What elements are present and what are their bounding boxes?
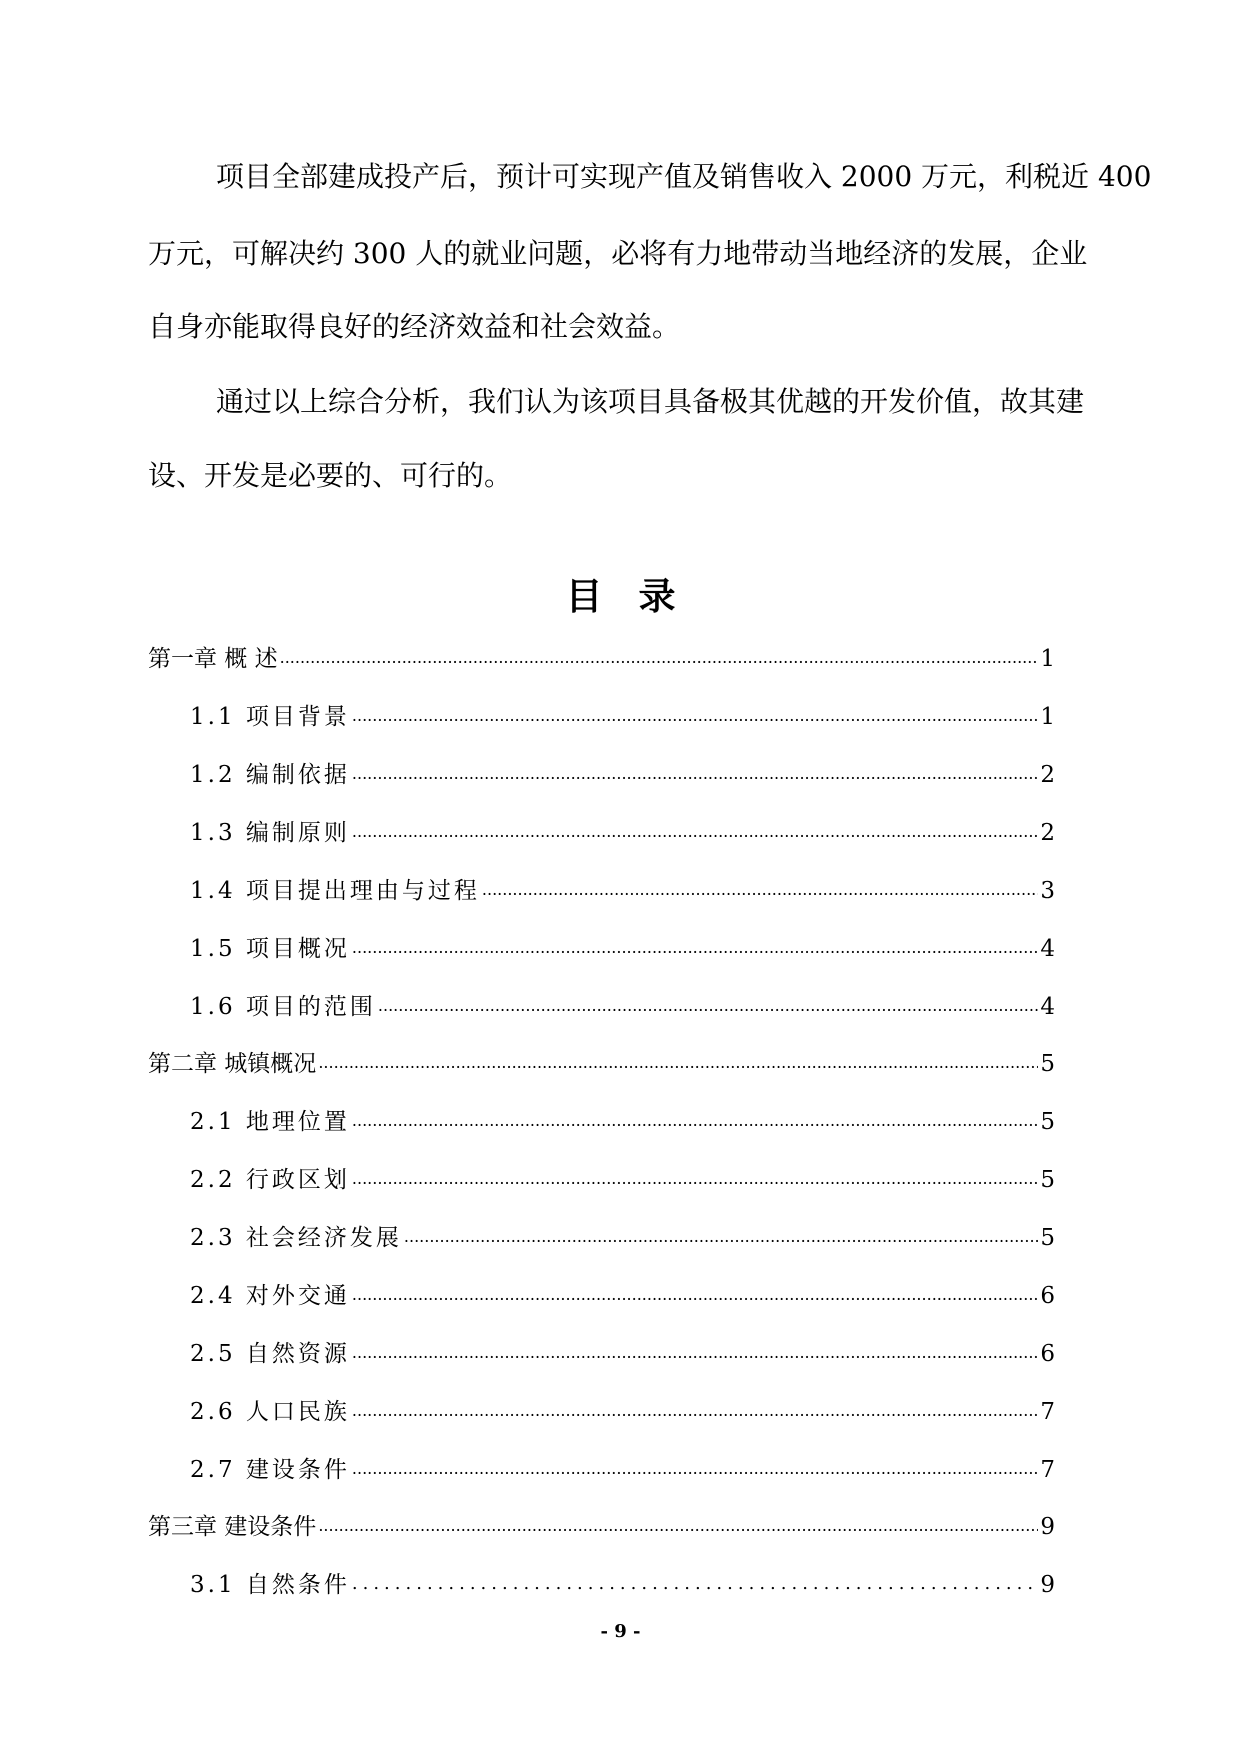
toc-entry-page: 2	[1040, 820, 1055, 846]
leader-dots	[482, 875, 1038, 905]
toc-entry-page: 1	[1040, 704, 1055, 730]
leader-dots	[352, 1454, 1038, 1484]
toc-entry-page: 7	[1040, 1399, 1055, 1425]
toc-entry-chapter-1[interactable]	[148, 644, 1055, 676]
toc-entry-page: 3	[1040, 878, 1055, 904]
leader-dots	[352, 1569, 1038, 1599]
toc-entry-page: 5	[1040, 1225, 1055, 1251]
leader-dots	[352, 1338, 1038, 1368]
toc-entry-1-6[interactable]	[190, 992, 1055, 1024]
toc-title: 目录	[565, 574, 712, 618]
paragraph-line: 自身亦能取得良好的经济效益和社会效益。	[148, 310, 681, 343]
toc-entry-label: 1.5 项目概况	[190, 936, 350, 962]
toc-entry-label: 第二章 城镇概况	[148, 1051, 317, 1077]
leader-dots	[404, 1222, 1038, 1252]
paragraph-line: 设、开发是必要的、可行的。	[148, 459, 513, 492]
toc-entry-chapter-2[interactable]	[148, 1049, 1055, 1081]
toc-entry-label: 3.1 自然条件	[190, 1572, 350, 1598]
toc-entry-page: 9	[1040, 1572, 1055, 1598]
toc-entry-3-1[interactable]	[190, 1570, 1055, 1602]
page-number: - 9 -	[600, 1621, 641, 1642]
toc-entry-page: 4	[1040, 994, 1055, 1020]
toc-entry-label: 2.2 行政区划	[190, 1167, 350, 1193]
leader-dots	[378, 991, 1038, 1021]
leader-dots	[352, 1280, 1038, 1310]
toc-entry-label: 2.6 人口民族	[190, 1399, 350, 1425]
toc-entry-1-3[interactable]	[190, 818, 1055, 850]
toc-entry-1-4[interactable]	[190, 876, 1055, 908]
toc-entry-2-3[interactable]	[190, 1223, 1055, 1255]
leader-dots	[352, 701, 1038, 731]
toc-entry-label: 第一章 概 述	[148, 646, 278, 672]
toc-entry-1-1[interactable]	[190, 702, 1055, 734]
toc-entry-page: 9	[1040, 1514, 1055, 1540]
toc-entry-2-5[interactable]	[190, 1339, 1055, 1371]
toc-entry-page: 2	[1040, 762, 1055, 788]
toc-entry-page: 4	[1040, 936, 1055, 962]
toc-entry-page: 7	[1040, 1457, 1055, 1483]
leader-dots	[352, 1164, 1038, 1194]
toc-entry-label: 1.6 项目的范围	[190, 994, 376, 1020]
toc-entry-1-2[interactable]	[190, 760, 1055, 792]
leader-dots	[318, 1048, 1038, 1078]
leader-dots	[352, 1106, 1038, 1136]
toc-entry-page: 6	[1040, 1341, 1055, 1367]
toc-entry-2-1[interactable]	[190, 1107, 1055, 1139]
toc-entry-page: 5	[1040, 1051, 1055, 1077]
toc-entry-1-5[interactable]	[190, 934, 1055, 966]
leader-dots	[280, 643, 1039, 673]
toc-entry-page: 1	[1040, 646, 1055, 672]
toc-entry-label: 1.1 项目背景	[190, 704, 350, 730]
paragraph-line: 通过以上综合分析，我们认为该项目具备极其优越的开发价值，故其建	[216, 385, 1085, 418]
toc-entry-label: 1.3 编制原则	[190, 820, 350, 846]
toc-entry-label: 1.4 项目提出理由与过程	[190, 878, 480, 904]
toc-entry-2-2[interactable]	[190, 1165, 1055, 1197]
toc-entry-label: 2.3 社会经济发展	[190, 1225, 402, 1251]
toc-entry-label: 2.1 地理位置	[190, 1109, 350, 1135]
toc-entry-label: 2.4 对外交通	[190, 1283, 350, 1309]
leader-dots	[352, 817, 1038, 847]
toc-entry-2-7[interactable]	[190, 1455, 1055, 1487]
toc-entry-chapter-3[interactable]	[148, 1512, 1055, 1544]
toc-entry-label: 2.7 建设条件	[190, 1457, 350, 1483]
toc-entry-label: 2.5 自然资源	[190, 1341, 350, 1367]
toc-entry-2-4[interactable]	[190, 1281, 1055, 1313]
leader-dots	[318, 1511, 1038, 1541]
leader-dots	[352, 759, 1038, 789]
toc-entry-label: 1.2 编制依据	[190, 762, 350, 788]
leader-dots	[352, 933, 1038, 963]
toc-entry-page: 5	[1040, 1167, 1055, 1193]
leader-dots	[352, 1396, 1038, 1426]
toc-entry-page: 5	[1040, 1109, 1055, 1135]
toc-entry-2-6[interactable]	[190, 1397, 1055, 1429]
paragraph-line: 项目全部建成投产后，预计可实现产值及销售收入 2000 万元，利税近 400	[216, 160, 1152, 193]
paragraph-line: 万元，可解决约 300 人的就业问题，必将有力地带动当地经济的发展，企业	[148, 237, 1088, 270]
toc-entry-page: 6	[1040, 1283, 1055, 1309]
toc-entry-label: 第三章 建设条件	[148, 1514, 317, 1540]
